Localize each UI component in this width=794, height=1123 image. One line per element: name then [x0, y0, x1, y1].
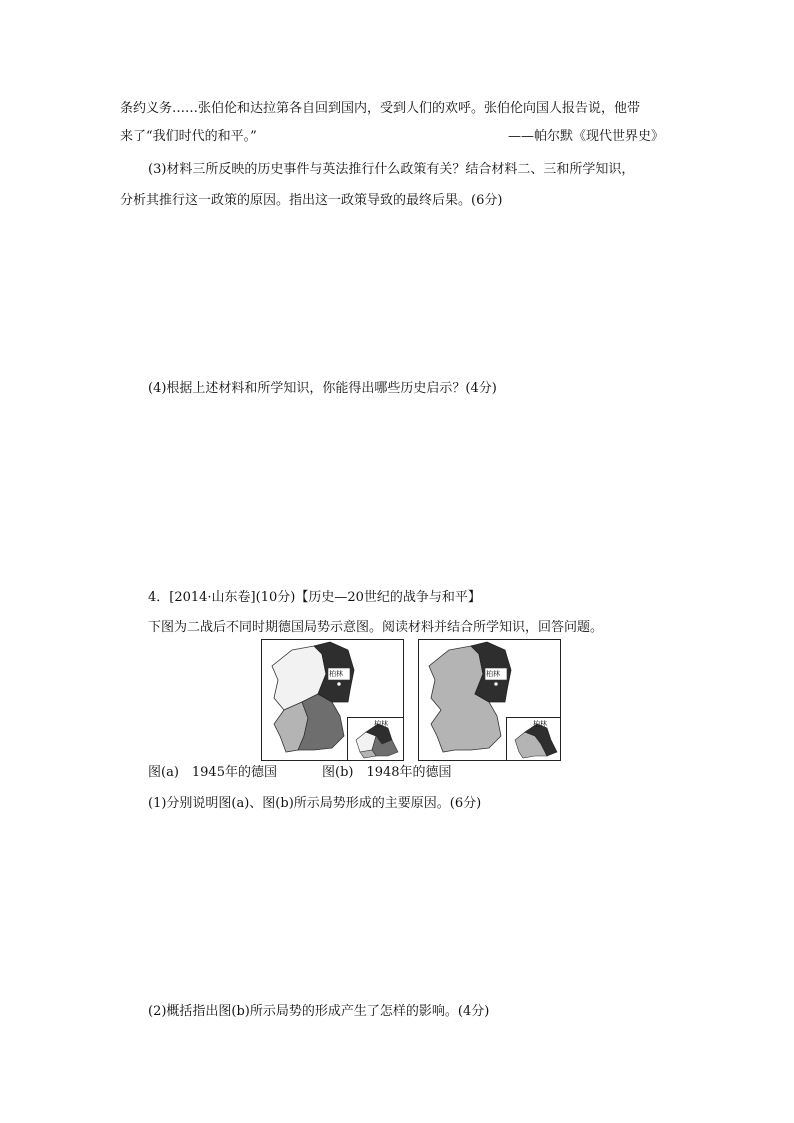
question-3-line-1: (3)材料三所反映的历史事件与英法推行什么政策有关？结合材料二、三和所学知识， — [148, 162, 635, 177]
caption-map-b: 图(b) 1948年的德国 — [322, 765, 452, 780]
question-4-text: (4)根据上述材料和所学知识，你能得出哪些历史启示？(4分) — [148, 381, 497, 396]
problem-4-intro: 下图为二战后不同时期德国局势示意图。阅读材料并结合所学知识，回答问题。 — [148, 620, 604, 635]
map-a-inset-berlin-label: 柏林 — [374, 720, 388, 728]
material-text-line-1: 条约义务……张伯伦和达拉第各自回到国内，受到人们的欢呼。张伯伦向国人报告说，他带 — [120, 101, 641, 116]
map-germany-1945 — [261, 639, 404, 761]
caption-map-a: 图(a) 1945年的德国 — [148, 765, 277, 780]
question-3-line-2: 分析其推行这一政策的原因。指出这一政策导致的最终后果。(6分) — [120, 193, 503, 208]
material-source: ——帕尔默《现代世界史》 — [508, 129, 665, 144]
map-b-berlin-label: 柏林 — [486, 670, 500, 678]
problem-4-sub-1: (1)分别说明图(a)、图(b)所示局势形成的主要原因。(6分) — [148, 796, 482, 811]
map-a-berlin-label: 柏林 — [329, 670, 343, 678]
map-b-berlin-inset — [506, 717, 561, 761]
problem-4-header: 4．[2014·山东卷](10分)【历史—20世纪的战争与和平】 — [148, 590, 481, 605]
problem-4-sub-2: (2)概括指出图(b)所示局势的形成产生了怎样的影响。(4分) — [148, 1004, 490, 1019]
map-a-berlin-inset — [347, 717, 404, 761]
map-germany-1948 — [418, 639, 561, 761]
material-text-line-2: 来了“我们时代的和平。” — [120, 129, 257, 144]
map-b-inset-berlin-label: 柏林 — [533, 720, 547, 728]
